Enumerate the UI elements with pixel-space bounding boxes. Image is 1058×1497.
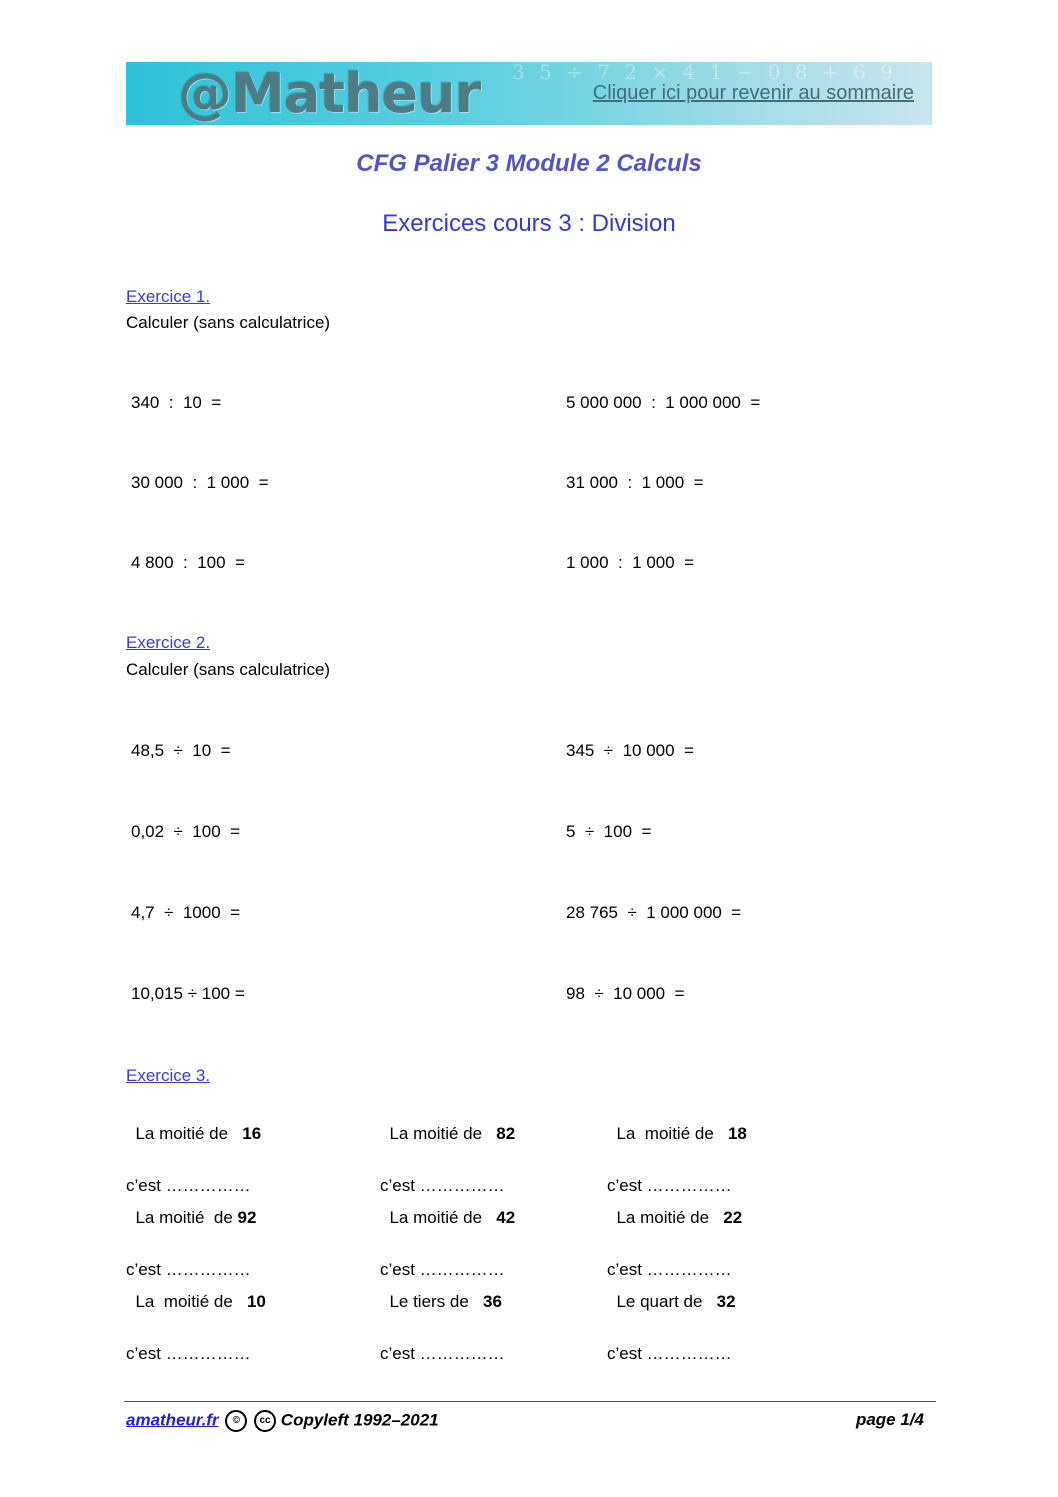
ex2-calc-right-1: 345 ÷ 10 000 = <box>566 741 694 760</box>
home-link[interactable]: Cliquer ici pour revenir au sommaire <box>592 82 914 104</box>
exercise1-title: Exercice 1. <box>126 287 211 306</box>
ex3-item-answer: c’est …………… <box>126 1260 251 1279</box>
ex3-item-label: La moitié de <box>616 1124 728 1143</box>
ex2-calc-left-3: 4,7 ÷ 1000 = <box>131 903 241 922</box>
footer-left <box>126 1410 439 1432</box>
ex2-calc-right-3: 28 765 ÷ 1 000 000 = <box>566 903 742 922</box>
copyleft-text: Copyleft 1992–2021 <box>280 1410 439 1430</box>
creative-commons-icon: cc <box>254 1410 276 1432</box>
site-link[interactable]: amatheur.fr <box>126 1410 219 1430</box>
ex3-item-label: La moitié de <box>135 1292 247 1311</box>
ex3-item-8 <box>380 1272 505 1384</box>
ex3-item-answer: c’est …………… <box>380 1176 505 1195</box>
ex3-item-number: 10 <box>246 1292 266 1311</box>
ex2-calc-right-2: 5 ÷ 100 = <box>566 822 652 841</box>
copyleft-icon: © <box>225 1410 247 1432</box>
ex3-item-label: La moitié de <box>389 1208 497 1227</box>
ex3-item-label: La moitié de <box>389 1124 497 1143</box>
footer-divider <box>124 1401 936 1402</box>
ex3-item-label: Le quart de <box>616 1292 717 1311</box>
ex1-calc-left-1: 340 : 10 = <box>131 393 222 412</box>
ex3-item-answer: c’est …………… <box>126 1176 251 1195</box>
ex1-calc-left-2: 30 000 : 1 000 = <box>131 473 269 492</box>
ex3-item-label: La moitié de <box>135 1208 238 1227</box>
ex3-item-number: 42 <box>496 1208 516 1227</box>
ex3-item-number: 82 <box>496 1124 516 1143</box>
ex3-item-answer: c’est …………… <box>380 1260 505 1279</box>
exercise2-instruction: Calculer (sans calculatrice) <box>126 660 331 679</box>
ex3-item-number: 32 <box>716 1292 736 1311</box>
ex3-item-number: 36 <box>483 1292 502 1311</box>
header-banner <box>126 62 932 125</box>
exercise3-title: Exercice 3. <box>126 1066 211 1085</box>
ex3-item-label: Le tiers de <box>389 1292 484 1311</box>
ex3-item-answer: c’est …………… <box>607 1176 732 1195</box>
ex1-calc-right-1: 5 000 000 : 1 000 000 = <box>566 393 761 412</box>
brand-logo: @Matheur <box>178 62 481 125</box>
page-number: page 1/4 <box>855 1410 924 1429</box>
ex3-item-number: 92 <box>237 1208 257 1227</box>
ex1-calc-right-2: 31 000 : 1 000 = <box>566 473 704 492</box>
ex3-item-answer: c’est …………… <box>380 1344 505 1363</box>
ex3-item-9 <box>607 1272 736 1384</box>
document-title: CFG Palier 3 Module 2 Calculs <box>356 150 702 177</box>
ex3-item-label: La moitié de <box>135 1124 243 1143</box>
ex1-calc-right-3: 1 000 : 1 000 = <box>566 553 695 572</box>
ex3-item-label: La moitié de <box>616 1208 724 1227</box>
ex1-calc-left-3: 4 800 : 100 = <box>131 553 245 572</box>
ex2-calc-left-1: 48,5 ÷ 10 = <box>131 741 231 760</box>
exercise2-title: Exercice 2. <box>126 633 211 652</box>
ex3-item-number: 18 <box>727 1124 747 1143</box>
ex3-item-number: 22 <box>723 1208 743 1227</box>
exercise1-instruction: Calculer (sans calculatrice) <box>126 313 331 332</box>
ex3-item-answer: c’est …………… <box>607 1260 732 1279</box>
document-subtitle: Exercices cours 3 : Division <box>382 210 676 237</box>
ex2-calc-left-2: 0,02 ÷ 100 = <box>131 822 241 841</box>
ex3-item-number: 16 <box>242 1124 262 1143</box>
ex3-item-answer: c’est …………… <box>607 1344 732 1363</box>
ex2-calc-left-4: 10,015 ÷ 100 = <box>131 984 245 1003</box>
ex3-item-7 <box>126 1272 266 1384</box>
ex3-item-answer: c’est …………… <box>126 1344 251 1363</box>
banner-decoration: 3 5 ÷ 7 2 × 4 1 − 0 8 + 6 9 <box>512 62 897 84</box>
ex2-calc-right-4: 98 ÷ 10 000 = <box>566 984 685 1003</box>
